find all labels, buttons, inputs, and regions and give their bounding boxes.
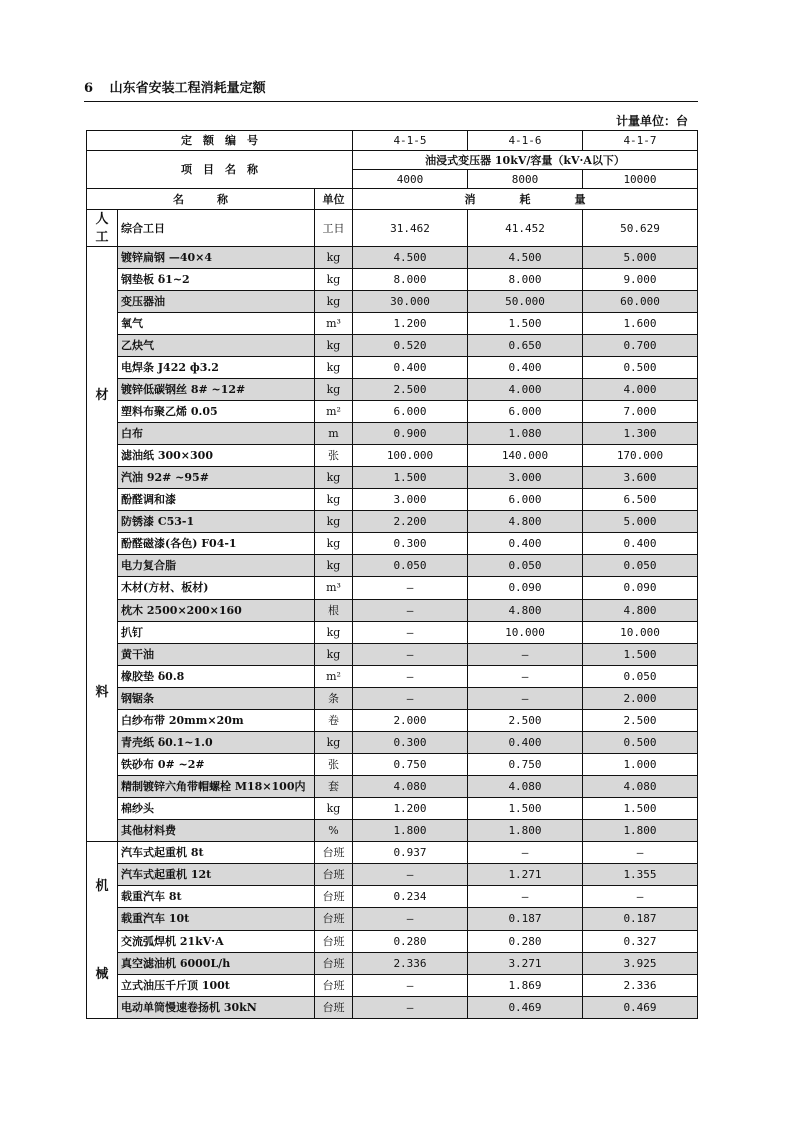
item-value: — bbox=[353, 687, 468, 709]
item-value: 3.000 bbox=[353, 489, 468, 511]
table-row bbox=[87, 335, 698, 357]
column-header-row bbox=[87, 189, 698, 210]
item-value: 0.469 bbox=[468, 996, 583, 1018]
item-value: — bbox=[353, 643, 468, 665]
item-value: 6.000 bbox=[468, 489, 583, 511]
item-name: 氧气 bbox=[118, 313, 315, 335]
item-name: 酚醛调和漆 bbox=[118, 489, 315, 511]
item-name: 综合工日 bbox=[118, 210, 315, 247]
table-row bbox=[87, 687, 698, 709]
table-row bbox=[87, 379, 698, 401]
item-value: 140.000 bbox=[468, 445, 583, 467]
table-row bbox=[87, 401, 698, 423]
item-value: 8.000 bbox=[468, 269, 583, 291]
item-value: 0.469 bbox=[583, 996, 698, 1018]
table-row bbox=[87, 313, 698, 335]
table-row bbox=[87, 599, 698, 621]
item-unit: m² bbox=[315, 401, 353, 423]
item-value: — bbox=[353, 665, 468, 687]
item-value: 0.050 bbox=[583, 665, 698, 687]
col-name-label: 名 称 bbox=[87, 189, 315, 210]
item-value: 6.000 bbox=[353, 401, 468, 423]
item-value: 7.000 bbox=[583, 401, 698, 423]
item-value: 1.800 bbox=[468, 819, 583, 841]
quota-code-row bbox=[87, 131, 698, 151]
item-value: 50.000 bbox=[468, 291, 583, 313]
item-value: 0.090 bbox=[468, 577, 583, 599]
item-value: — bbox=[353, 599, 468, 621]
item-name: 载重汽车 10t bbox=[118, 908, 315, 930]
item-name-label: 项 目 名 称 bbox=[87, 151, 353, 189]
item-unit: kg bbox=[315, 335, 353, 357]
item-unit: kg bbox=[315, 291, 353, 313]
item-value: — bbox=[353, 974, 468, 996]
item-unit: kg bbox=[315, 731, 353, 753]
table-row bbox=[87, 842, 698, 864]
item-name: 钢垫板 δ1~2 bbox=[118, 269, 315, 291]
item-value: 0.187 bbox=[583, 908, 698, 930]
item-value: — bbox=[583, 886, 698, 908]
table-row bbox=[87, 886, 698, 908]
item-value: 0.650 bbox=[468, 335, 583, 357]
item-value: — bbox=[468, 687, 583, 709]
item-value: — bbox=[353, 577, 468, 599]
item-name: 载重汽车 8t bbox=[118, 886, 315, 908]
item-value: 0.500 bbox=[583, 731, 698, 753]
item-name: 白纱布带 20mm×20m bbox=[118, 709, 315, 731]
table-row bbox=[87, 577, 698, 599]
item-value: 4.080 bbox=[353, 775, 468, 797]
item-name: 铁砂布 0# ~2# bbox=[118, 753, 315, 775]
quota-code: 4-1-5 bbox=[353, 131, 468, 151]
table-row bbox=[87, 210, 698, 247]
item-unit: 张 bbox=[315, 445, 353, 467]
item-value: 100.000 bbox=[353, 445, 468, 467]
quota-code-label: 定 额 编 号 bbox=[87, 131, 353, 151]
table-row bbox=[87, 996, 698, 1018]
category-char: 工 bbox=[95, 229, 109, 245]
item-unit: m³ bbox=[315, 577, 353, 599]
category-char: 材 bbox=[95, 388, 109, 403]
item-value: — bbox=[468, 665, 583, 687]
item-value: 2.500 bbox=[468, 709, 583, 731]
item-value: 6.000 bbox=[468, 401, 583, 423]
book-title: 山东省安装工程消耗量定额 bbox=[109, 81, 266, 96]
item-value: 0.280 bbox=[468, 930, 583, 952]
item-value: 4.800 bbox=[583, 599, 698, 621]
table-row bbox=[87, 731, 698, 753]
item-unit: m² bbox=[315, 665, 353, 687]
item-value: 4.800 bbox=[468, 599, 583, 621]
table-row bbox=[87, 665, 698, 687]
col-consumption-label: 消 耗 量 bbox=[353, 189, 698, 210]
item-value: 4.000 bbox=[468, 379, 583, 401]
item-unit: 台班 bbox=[315, 886, 353, 908]
item-unit: kg bbox=[315, 511, 353, 533]
quota-code: 4-1-6 bbox=[468, 131, 583, 151]
page-number: 6 bbox=[84, 81, 94, 96]
item-value: 4.080 bbox=[468, 775, 583, 797]
item-name: 交流弧焊机 21kV·A bbox=[118, 930, 315, 952]
item-value: 2.500 bbox=[583, 709, 698, 731]
item-name: 防锈漆 C53-1 bbox=[118, 511, 315, 533]
unit-note: 计量单位：台 bbox=[615, 114, 688, 128]
item-name: 其他材料费 bbox=[118, 819, 315, 841]
table-row bbox=[87, 864, 698, 886]
item-unit: 台班 bbox=[315, 930, 353, 952]
item-unit: kg bbox=[315, 357, 353, 379]
item-value: 1.500 bbox=[468, 797, 583, 819]
item-value: 0.400 bbox=[468, 357, 583, 379]
category-cell-materials bbox=[87, 247, 118, 842]
table-row bbox=[87, 533, 698, 555]
capacity: 4000 bbox=[353, 170, 468, 189]
item-unit: 台班 bbox=[315, 908, 353, 930]
item-value: 3.000 bbox=[468, 467, 583, 489]
item-value: 4.800 bbox=[468, 511, 583, 533]
item-value: 1.869 bbox=[468, 974, 583, 996]
item-value: 2.336 bbox=[353, 952, 468, 974]
item-value: — bbox=[353, 864, 468, 886]
item-value: 2.336 bbox=[583, 974, 698, 996]
item-value: 1.500 bbox=[583, 643, 698, 665]
item-name: 白布 bbox=[118, 423, 315, 445]
item-name: 酚醛磁漆(各色) F04-1 bbox=[118, 533, 315, 555]
item-value: 5.000 bbox=[583, 247, 698, 269]
item-value: 4.500 bbox=[353, 247, 468, 269]
item-name: 棉纱头 bbox=[118, 797, 315, 819]
item-value: 5.000 bbox=[583, 511, 698, 533]
item-value: — bbox=[353, 996, 468, 1018]
item-name: 木材(方材、板材) bbox=[118, 577, 315, 599]
category-char: 械 bbox=[95, 966, 109, 982]
item-value: 41.452 bbox=[468, 210, 583, 247]
item-value: 1.300 bbox=[583, 423, 698, 445]
item-value: 0.280 bbox=[353, 930, 468, 952]
table-row bbox=[87, 952, 698, 974]
item-unit: 根 bbox=[315, 599, 353, 621]
item-unit: kg bbox=[315, 247, 353, 269]
quota-table bbox=[86, 130, 698, 1019]
item-value: 0.937 bbox=[353, 842, 468, 864]
category-char: 料 bbox=[95, 685, 109, 700]
item-value: 9.000 bbox=[583, 269, 698, 291]
item-unit: 工日 bbox=[315, 210, 353, 247]
item-value: 0.300 bbox=[353, 731, 468, 753]
item-group-title: 油浸式变压器 10kV/容量（kV·A以下） bbox=[353, 151, 698, 170]
capacity: 8000 bbox=[468, 170, 583, 189]
table-row bbox=[87, 555, 698, 577]
item-name: 黄干油 bbox=[118, 643, 315, 665]
item-value: 1.500 bbox=[583, 797, 698, 819]
item-value: 0.090 bbox=[583, 577, 698, 599]
item-value: 0.400 bbox=[468, 731, 583, 753]
item-name: 电动单筒慢速卷扬机 30kN bbox=[118, 996, 315, 1018]
item-unit: 条 bbox=[315, 687, 353, 709]
item-value: 4.000 bbox=[583, 379, 698, 401]
item-name: 乙炔气 bbox=[118, 335, 315, 357]
item-value: 4.500 bbox=[468, 247, 583, 269]
item-value: 0.187 bbox=[468, 908, 583, 930]
item-value: 2.000 bbox=[583, 687, 698, 709]
item-name: 镀锌低碳钢丝 8# ~12# bbox=[118, 379, 315, 401]
item-value: 0.750 bbox=[353, 753, 468, 775]
item-value: 6.500 bbox=[583, 489, 698, 511]
item-unit: 张 bbox=[315, 753, 353, 775]
item-value: 0.327 bbox=[583, 930, 698, 952]
table-row bbox=[87, 643, 698, 665]
item-value: 0.500 bbox=[583, 357, 698, 379]
item-value: 1.800 bbox=[583, 819, 698, 841]
item-value: 1.500 bbox=[468, 313, 583, 335]
item-unit: 台班 bbox=[315, 974, 353, 996]
item-value: 50.629 bbox=[583, 210, 698, 247]
item-value: 0.400 bbox=[353, 357, 468, 379]
item-name: 橡胶垫 δ0.8 bbox=[118, 665, 315, 687]
item-value: 1.800 bbox=[353, 819, 468, 841]
item-name: 枕木 2500×200×160 bbox=[118, 599, 315, 621]
item-unit: kg bbox=[315, 643, 353, 665]
table-row bbox=[87, 930, 698, 952]
item-name: 汽车式起重机 12t bbox=[118, 864, 315, 886]
table-row bbox=[87, 247, 698, 269]
item-value: 60.000 bbox=[583, 291, 698, 313]
item-value: 1.000 bbox=[583, 753, 698, 775]
item-value: 3.925 bbox=[583, 952, 698, 974]
table-row bbox=[87, 357, 698, 379]
header-rule bbox=[84, 101, 698, 102]
item-unit: m³ bbox=[315, 313, 353, 335]
item-name: 精制镀锌六角带帽螺栓 M18×100内 bbox=[118, 775, 315, 797]
item-unit: kg bbox=[315, 269, 353, 291]
item-value: 2.000 bbox=[353, 709, 468, 731]
item-unit: kg bbox=[315, 467, 353, 489]
item-value: — bbox=[468, 886, 583, 908]
item-unit: kg bbox=[315, 379, 353, 401]
category-cell-labor bbox=[87, 210, 118, 247]
item-unit: kg bbox=[315, 555, 353, 577]
category-char: 人 bbox=[95, 211, 109, 227]
item-name: 塑料布聚乙烯 0.05 bbox=[118, 401, 315, 423]
table-row bbox=[87, 709, 698, 731]
item-unit: 卷 bbox=[315, 709, 353, 731]
item-value: 0.750 bbox=[468, 753, 583, 775]
item-value: 30.000 bbox=[353, 291, 468, 313]
item-value: 1.080 bbox=[468, 423, 583, 445]
quota-code: 4-1-7 bbox=[583, 131, 698, 151]
item-unit: kg bbox=[315, 797, 353, 819]
table-row bbox=[87, 511, 698, 533]
item-unit: kg bbox=[315, 621, 353, 643]
page-header bbox=[84, 77, 266, 96]
item-value: 3.600 bbox=[583, 467, 698, 489]
item-name: 汽油 92# ~95# bbox=[118, 467, 315, 489]
item-value: 0.050 bbox=[468, 555, 583, 577]
table-row bbox=[87, 775, 698, 797]
item-name: 电焊条 J422 ф3.2 bbox=[118, 357, 315, 379]
item-unit: 台班 bbox=[315, 952, 353, 974]
capacity: 10000 bbox=[583, 170, 698, 189]
item-unit: 台班 bbox=[315, 842, 353, 864]
item-name: 扒钉 bbox=[118, 621, 315, 643]
item-value: — bbox=[353, 908, 468, 930]
table-row bbox=[87, 467, 698, 489]
item-unit: kg bbox=[315, 533, 353, 555]
item-unit: 台班 bbox=[315, 864, 353, 886]
table-row bbox=[87, 797, 698, 819]
col-unit-label: 单位 bbox=[315, 189, 353, 210]
item-group-row bbox=[87, 151, 698, 170]
item-value: 2.500 bbox=[353, 379, 468, 401]
table-row bbox=[87, 908, 698, 930]
item-value: 10.000 bbox=[583, 621, 698, 643]
item-value: 1.271 bbox=[468, 864, 583, 886]
item-value: 0.234 bbox=[353, 886, 468, 908]
item-name: 镀锌扁钢 —40×4 bbox=[118, 247, 315, 269]
item-value: 1.500 bbox=[353, 467, 468, 489]
item-value: 10.000 bbox=[468, 621, 583, 643]
item-value: 0.050 bbox=[583, 555, 698, 577]
table-row bbox=[87, 819, 698, 841]
category-char: 机 bbox=[95, 878, 109, 894]
item-name: 真空滤油机 6000L/h bbox=[118, 952, 315, 974]
item-value: 2.200 bbox=[353, 511, 468, 533]
item-value: 0.900 bbox=[353, 423, 468, 445]
item-unit: % bbox=[315, 819, 353, 841]
item-value: 4.080 bbox=[583, 775, 698, 797]
item-value: — bbox=[353, 621, 468, 643]
item-unit: 台班 bbox=[315, 996, 353, 1018]
item-name: 汽车式起重机 8t bbox=[118, 842, 315, 864]
item-value: 0.400 bbox=[468, 533, 583, 555]
item-name: 变压器油 bbox=[118, 291, 315, 313]
item-name: 钢锯条 bbox=[118, 687, 315, 709]
item-value: 0.700 bbox=[583, 335, 698, 357]
table-row bbox=[87, 974, 698, 996]
item-value: 0.520 bbox=[353, 335, 468, 357]
item-value: 0.050 bbox=[353, 555, 468, 577]
table-row bbox=[87, 753, 698, 775]
item-value: — bbox=[468, 842, 583, 864]
table-row bbox=[87, 621, 698, 643]
item-name: 电力复合脂 bbox=[118, 555, 315, 577]
item-value: 3.271 bbox=[468, 952, 583, 974]
table-row bbox=[87, 489, 698, 511]
table-row bbox=[87, 291, 698, 313]
item-value: 31.462 bbox=[353, 210, 468, 247]
category-cell-machinery bbox=[87, 842, 118, 1019]
item-value: — bbox=[583, 842, 698, 864]
table-row bbox=[87, 423, 698, 445]
item-value: 8.000 bbox=[353, 269, 468, 291]
item-name: 青壳纸 δ0.1~1.0 bbox=[118, 731, 315, 753]
item-name: 滤油纸 300×300 bbox=[118, 445, 315, 467]
item-value: 1.355 bbox=[583, 864, 698, 886]
item-value: 0.400 bbox=[583, 533, 698, 555]
table-row bbox=[87, 445, 698, 467]
item-value: 0.300 bbox=[353, 533, 468, 555]
item-unit: 套 bbox=[315, 775, 353, 797]
item-value: 1.600 bbox=[583, 313, 698, 335]
table-row bbox=[87, 269, 698, 291]
item-value: 1.200 bbox=[353, 313, 468, 335]
item-name: 立式油压千斤顶 100t bbox=[118, 974, 315, 996]
item-value: 170.000 bbox=[583, 445, 698, 467]
item-unit: m bbox=[315, 423, 353, 445]
item-unit: kg bbox=[315, 489, 353, 511]
item-value: — bbox=[468, 643, 583, 665]
item-value: 1.200 bbox=[353, 797, 468, 819]
